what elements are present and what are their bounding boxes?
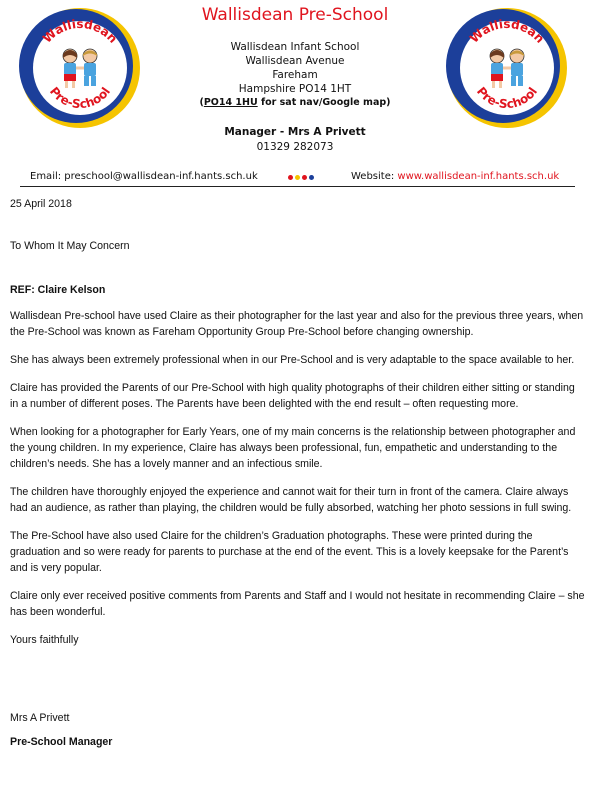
paragraph: Claire has provided the Parents of our Pre-School with high quality photographs of their children either sitting or standing in a number of different poses. The Parents have been delighted with the end result – often requesting more. <box>10 382 575 410</box>
logo-text-bottom: Pre-School <box>46 84 114 112</box>
letter-body <box>10 196 585 762</box>
satnav-note <box>150 96 440 110</box>
dot-icon <box>288 175 293 180</box>
manager-name: Manager - Mrs A Privett <box>224 126 366 138</box>
paragraph: Wallisdean Pre-school have used Claire as their photographer for the last year and also for the previous three years, when the Pre-School was known as Fareham Opportunity Group Pre-School before changing ownership. <box>10 310 584 338</box>
contact-row <box>20 171 580 186</box>
address-line: Wallisdean Avenue <box>245 55 345 67</box>
satnav-prefix: ( <box>199 97 204 108</box>
manager-block <box>150 125 440 155</box>
email-line <box>30 171 258 182</box>
letter-date: 25 April 2018 <box>10 198 72 210</box>
salutation: To Whom It May Concern <box>10 240 130 252</box>
reference-line: REF: Claire Kelson <box>10 284 106 296</box>
dot-icon <box>295 175 300 180</box>
logo-text-bottom: Pre-School <box>473 84 541 112</box>
decorative-dots <box>288 175 314 180</box>
paragraph: When looking for a photographer for Early Years, one of my main concerns is the relationship between photographer and the young children. In my experience, Claire has always been professional, fun, empathetic and understanding to the children’s needs. She has a lovely manner and an infectious smile. <box>10 426 576 470</box>
website-line <box>351 171 559 182</box>
email-address[interactable]: preschool@wallisdean-inf.hants.sch.uk <box>64 171 258 182</box>
phone-number: 01329 282073 <box>256 141 334 153</box>
dot-icon <box>302 175 307 180</box>
address-line: Fareham <box>272 69 318 81</box>
paragraph: The children have thoroughly enjoyed the experience and cannot wait for their turn in front of the camera. Claire always had an audience, as rather than playing, the children would be fully absorbed, watching her photo sessions in full swing. <box>10 486 572 514</box>
satnav-suffix: for sat nav/Google map) <box>257 97 391 108</box>
school-logo-right <box>445 6 569 130</box>
letterhead <box>0 0 590 190</box>
sign-off: Yours faithfully <box>10 634 79 646</box>
school-name: Wallisdean Pre-School <box>201 5 389 25</box>
dot-icon <box>309 175 314 180</box>
signer-name: Mrs A Privett <box>10 712 70 724</box>
logo-text-top: Wallisdean <box>40 16 121 46</box>
signer-title: Pre-School Manager <box>10 736 113 748</box>
satnav-postcode: PO14 1HU <box>203 97 258 108</box>
website-url[interactable]: www.wallisdean-inf.hants.sch.uk <box>397 171 560 182</box>
address-line: Hampshire PO14 1HT <box>238 83 352 95</box>
header-divider <box>20 186 575 187</box>
website-label: Website: <box>351 171 398 182</box>
email-label: Email: <box>30 171 65 182</box>
school-address <box>150 40 440 110</box>
paragraph: She has always been extremely professional when in our Pre-School and is very adaptable to the space available to her. <box>10 354 575 366</box>
address-line: Wallisdean Infant School <box>230 41 360 53</box>
paragraph: Claire only ever received positive comments from Parents and Staff and I would not hesitate in recommending Claire – she has been wonderful. <box>10 590 585 618</box>
logo-text-top: Wallisdean <box>467 16 548 46</box>
paragraph: The Pre-School have also used Claire for the children’s Graduation photographs. These were printed during the graduation and so were ready for parents to purchase at the end of the event. This is a lovely keepsake for the Parent’s and is very popular. <box>10 530 569 574</box>
